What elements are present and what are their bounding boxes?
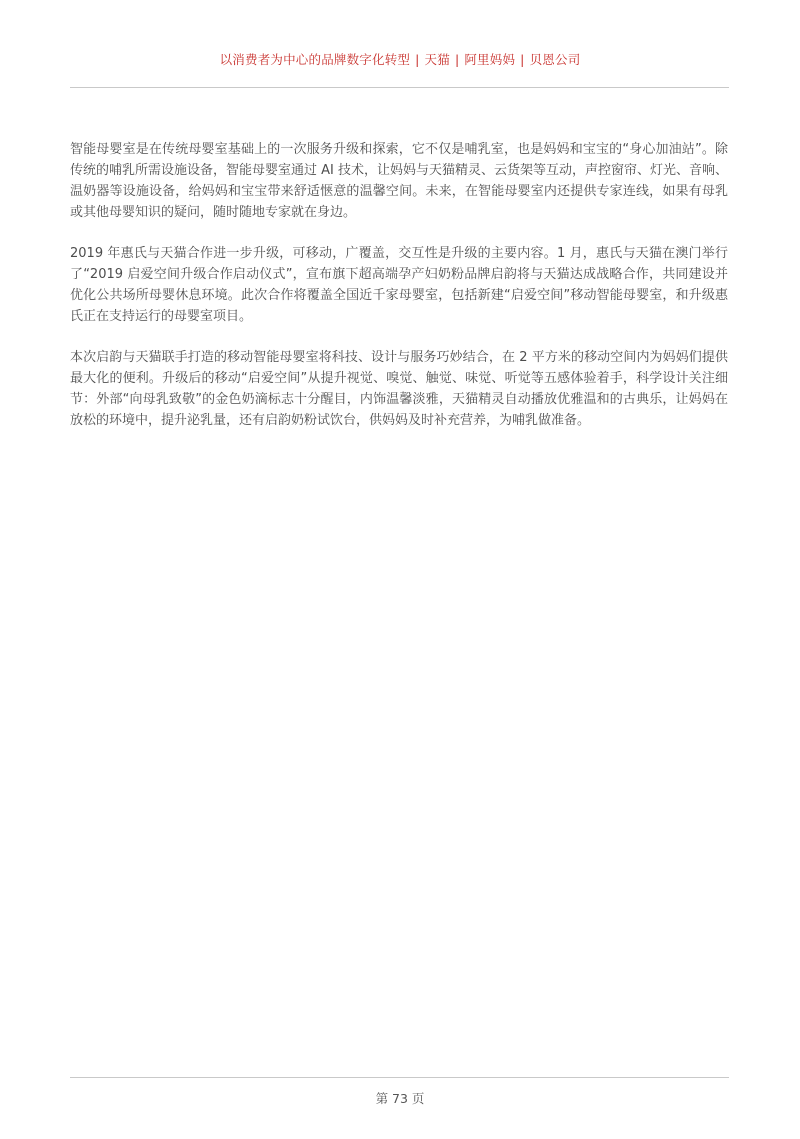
header-tag-tmall: 天猫 <box>424 52 450 67</box>
paragraph: 本次启韵与天猫联手打造的移动智能母婴室将科技、设计与服务巧妙结合，在 2 平方米的移动空间内为妈妈们提供最大化的便利。升级后的移动“启爱空间”从提升视觉、嗅觉、触觉、味觉、听觉等五感体验着手，科学设计关注细节：外部“向母乳致敬”的金色奶滴标志十分醒目，内饰温馨淡雅，天猫精灵自动播放优雅温和的古典乐，让妈妈在放松的环境中，提升泌乳量，还有启韵奶粉试饮台，供妈妈及时补充营养，为哺乳做准备。 <box>70 350 728 428</box>
header-separator: | <box>520 52 525 67</box>
header-tag-alimama: 阿里妈妈 <box>464 52 516 67</box>
paragraph: 智能母婴室是在传统母婴室基础上的一次服务升级和探索，它不仅是哺乳室，也是妈妈和宝宝的“身心加油站”。除传统的哺乳所需设施设备，智能母婴室通过 AI 技术，让妈妈与天猫精灵、云货架等互动，声控窗帘、灯光、音响、温奶器等设施设备，给妈妈和宝宝带来舒适惬意的温馨空间。未来，在智能母婴室内还提供专家连线，如果有母乳或其他母婴知识的疑问，随时随地专家就在身边。 <box>70 142 728 220</box>
header-tag-bain: 贝恩公司 <box>529 52 581 67</box>
paragraph: 2019 年惠氏与天猫合作进一步升级，可移动，广覆盖，交互性是升级的主要内容。1 月，惠氏与天猫在澳门举行了“2019 启爱空间升级合作启动仪式”，宣布旗下超高端孕产妇奶粉品牌启韵将与天猫达成战略合作，共同建设并优化公共场所母婴休息环境。此次合作将覆盖全国近千家母婴室，包括新建“启爱空间”移动智能母婴室，和升级惠氏正在支持运行的母婴室项目。 <box>70 246 728 324</box>
page-number: 第 73 页 <box>375 1091 425 1106</box>
report-header <box>0 50 800 68</box>
header-separator: | <box>454 52 460 67</box>
report-title: 以消费者为中心的品牌数字化转型 <box>219 52 411 67</box>
footer-divider <box>70 1077 729 1078</box>
header-divider <box>70 87 729 88</box>
body-content <box>70 139 728 451</box>
header-separator: | <box>415 52 420 67</box>
